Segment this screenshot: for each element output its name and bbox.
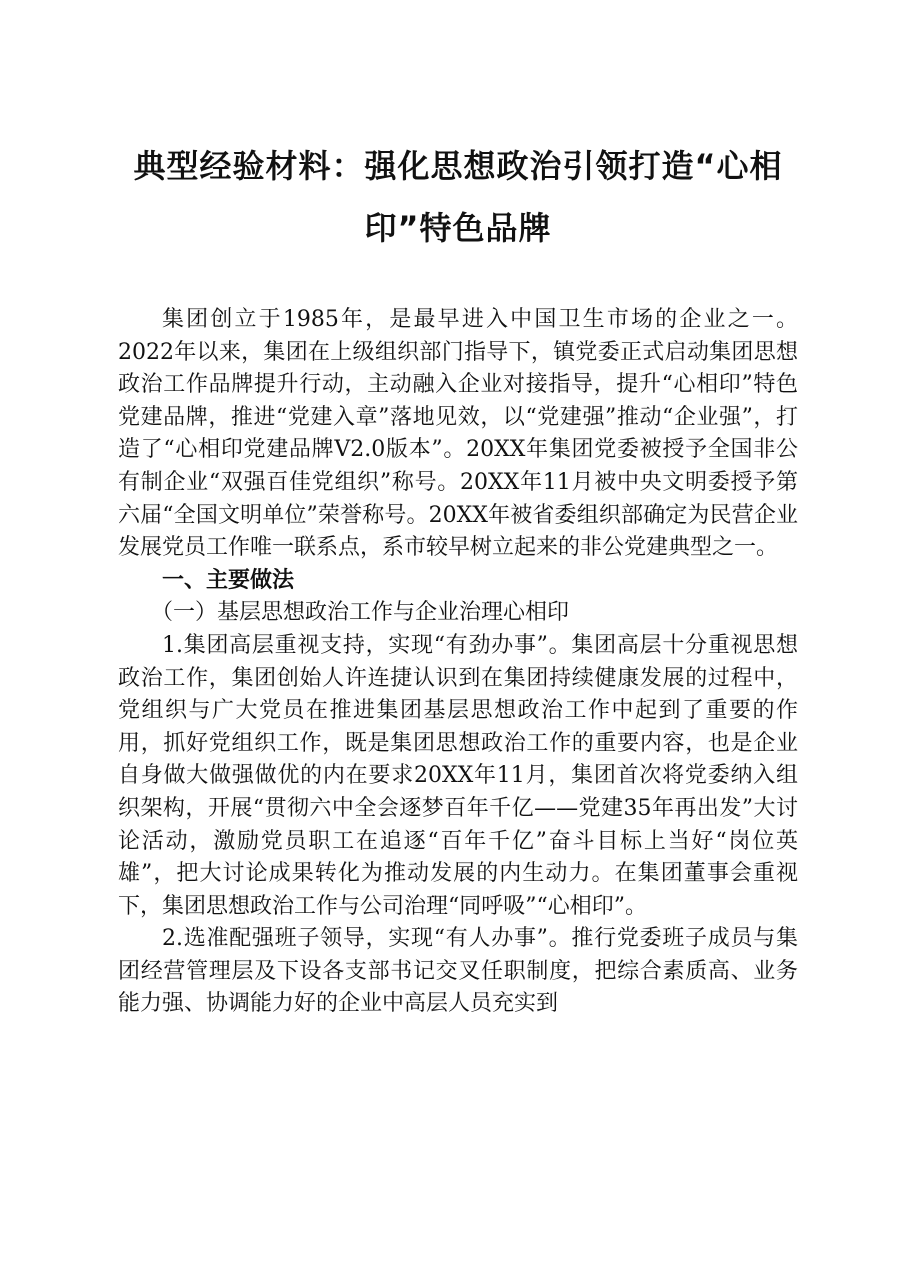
document-title: 典型经验材料：强化思想政治引领打造“心相印”特色品牌 bbox=[133, 147, 783, 247]
subsection-heading: （一）基层思想政治工作与企业治理心相印 bbox=[151, 600, 570, 626]
intro-paragraph: 集团创立于1985年，是最早进入中国卫生市场的企业之一。2022年以来，集团在上级组织部门指导下，镇党委正式启动集团思想政治工作品牌提升行动，主动融入企业对接指导，提升“心相印”特色党建品牌，推进“党建入章”落地见效，以“党建强”推动“企业强”，打造了“心相印党建品牌V2.0版本”。20XX年集团党委被授予全国非公有制企业“双强百佳党组织”称号。20XX年11月被中央文明委授予第六届“全国文明单位”荣誉称号。20XX年被省委组织部确定为民营企业发展党员工作唯一联系点，系市较早树立起来的非公党建典型之一。 bbox=[118, 307, 798, 561]
document-body bbox=[118, 304, 798, 1021]
body-paragraph: 1.集团高层重视支持，实现“有劲办事”。集团高层十分重视思想政治工作，集团创始人许连捷认识到在集团持续健康发展的过程中，党组织与广大党员在推进集团基层思想政治工作中起到了重要的作用，抓好党组织工作，既是集团思想政治工作的重要内容，也是企业自身做大做强做优的内在要求20XX年11月，集团首次将党委纳入组织架构，开展“贯彻六中全会逐梦百年千亿——党建35年再出发”大讨论活动，激励党员职工在追逐“百年千亿”奋斗目标上当好“岗位英雄”，把大讨论成果转化为推动发展的内生动力。在集团董事会重视下，集团思想政治工作与公司治理“同呼吸”“心相印”。 bbox=[118, 632, 798, 919]
body-paragraph: 2.选准配强班子领导，实现“有人办事”。推行党委班子成员与集团经营管理层及下设各支部书记交叉任职制度，把综合素质高、业务能力强、协调能力好的企业中高层人员充实到 bbox=[118, 926, 798, 1017]
section-heading: 一、主要做法 bbox=[162, 567, 295, 593]
